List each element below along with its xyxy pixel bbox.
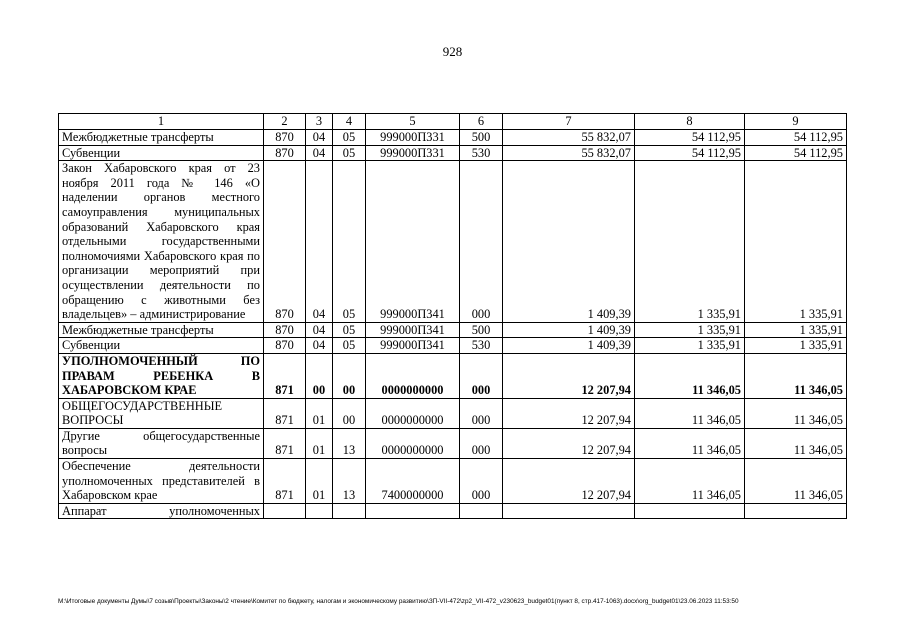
cell-col8: 1 335,91 bbox=[635, 338, 745, 354]
cell-col4: 05 bbox=[333, 130, 366, 146]
cell-col4 bbox=[333, 503, 366, 519]
cell-col2: 870 bbox=[264, 322, 306, 338]
cell-col8: 1 335,91 bbox=[635, 322, 745, 338]
cell-col8: 54 112,95 bbox=[635, 145, 745, 161]
cell-col5: 999000П341 bbox=[366, 338, 460, 354]
cell-col6: 000 bbox=[460, 459, 503, 504]
cell-col9 bbox=[745, 503, 847, 519]
cell-col9: 1 335,91 bbox=[745, 161, 847, 323]
table-row bbox=[59, 353, 847, 398]
cell-col4: 05 bbox=[333, 322, 366, 338]
cell-col3: 01 bbox=[306, 459, 333, 504]
header-cell: 4 bbox=[333, 114, 366, 130]
header-cell: 8 bbox=[635, 114, 745, 130]
cell-col2: 871 bbox=[264, 353, 306, 398]
page-number: 928 bbox=[442, 44, 463, 59]
header-cell: 9 bbox=[745, 114, 847, 130]
cell-col8: 11 346,05 bbox=[635, 459, 745, 504]
row-name: УПОЛНОМОЧЕННЫЙ ПО ПРАВАМ РЕБЕНКА В ХАБАРОВСКОМ КРАЕ bbox=[59, 353, 264, 398]
cell-col6: 500 bbox=[460, 322, 503, 338]
cell-col4: 05 bbox=[333, 145, 366, 161]
cell-col7: 55 832,07 bbox=[503, 130, 635, 146]
cell-col8: 11 346,05 bbox=[635, 353, 745, 398]
cell-col8 bbox=[635, 503, 745, 519]
cell-col5: 0000000000 bbox=[366, 428, 460, 458]
cell-col3: 01 bbox=[306, 398, 333, 428]
cell-col7: 12 207,94 bbox=[503, 459, 635, 504]
cell-col6: 530 bbox=[460, 338, 503, 354]
cell-col3: 04 bbox=[306, 322, 333, 338]
cell-col3: 00 bbox=[306, 353, 333, 398]
table-row bbox=[59, 322, 847, 338]
cell-col7: 1 409,39 bbox=[503, 322, 635, 338]
cell-col7: 12 207,94 bbox=[503, 353, 635, 398]
cell-col4: 00 bbox=[333, 353, 366, 398]
cell-col9: 54 112,95 bbox=[745, 130, 847, 146]
cell-col3: 04 bbox=[306, 145, 333, 161]
cell-col9: 11 346,05 bbox=[745, 353, 847, 398]
row-name: Аппарат уполномоченных bbox=[59, 503, 264, 519]
cell-col5: 999000П331 bbox=[366, 130, 460, 146]
cell-col2 bbox=[264, 503, 306, 519]
header-cell: 3 bbox=[306, 114, 333, 130]
cell-col4: 05 bbox=[333, 161, 366, 323]
cell-col7: 12 207,94 bbox=[503, 428, 635, 458]
table-row bbox=[59, 130, 847, 146]
cell-col7 bbox=[503, 503, 635, 519]
cell-col4: 05 bbox=[333, 338, 366, 354]
cell-col3: 04 bbox=[306, 338, 333, 354]
header-cell: 7 bbox=[503, 114, 635, 130]
table-row bbox=[59, 161, 847, 323]
header-cell: 2 bbox=[264, 114, 306, 130]
cell-col4: 00 bbox=[333, 398, 366, 428]
cell-col9: 11 346,05 bbox=[745, 398, 847, 428]
row-name: Другие общегосударственные вопросы bbox=[59, 428, 264, 458]
cell-col6: 000 bbox=[460, 161, 503, 323]
cell-col2: 871 bbox=[264, 398, 306, 428]
cell-col9: 11 346,05 bbox=[745, 428, 847, 458]
cell-col6: 530 bbox=[460, 145, 503, 161]
cell-col3: 01 bbox=[306, 428, 333, 458]
row-name: Межбюджетные трансферты bbox=[59, 130, 264, 146]
cell-col3: 04 bbox=[306, 161, 333, 323]
row-name: Субвенции bbox=[59, 338, 264, 354]
cell-col4: 13 bbox=[333, 428, 366, 458]
cell-col2: 870 bbox=[264, 338, 306, 354]
cell-col5 bbox=[366, 503, 460, 519]
cell-col7: 1 409,39 bbox=[503, 161, 635, 323]
row-name: Субвенции bbox=[59, 145, 264, 161]
cell-col4: 13 bbox=[333, 459, 366, 504]
cell-col8: 54 112,95 bbox=[635, 130, 745, 146]
table-row bbox=[59, 398, 847, 428]
cell-col6: 000 bbox=[460, 428, 503, 458]
cell-col3: 04 bbox=[306, 130, 333, 146]
cell-col2: 871 bbox=[264, 459, 306, 504]
cell-col6: 000 bbox=[460, 398, 503, 428]
cell-col5: 999000П341 bbox=[366, 161, 460, 323]
cell-col5: 999000П341 bbox=[366, 322, 460, 338]
table-row bbox=[59, 503, 847, 519]
table-row bbox=[59, 145, 847, 161]
cell-col5: 999000П331 bbox=[366, 145, 460, 161]
cell-col2: 870 bbox=[264, 145, 306, 161]
cell-col8: 11 346,05 bbox=[635, 428, 745, 458]
cell-col5: 0000000000 bbox=[366, 353, 460, 398]
cell-col8: 1 335,91 bbox=[635, 161, 745, 323]
cell-col6 bbox=[460, 503, 503, 519]
cell-col2: 870 bbox=[264, 130, 306, 146]
cell-col2: 870 bbox=[264, 161, 306, 323]
cell-col7: 55 832,07 bbox=[503, 145, 635, 161]
table-row bbox=[59, 459, 847, 504]
row-name: Обеспечение деятельности уполномоченных представителей в Хабаровском крае bbox=[59, 459, 264, 504]
cell-col7: 12 207,94 bbox=[503, 398, 635, 428]
header-cell: 6 bbox=[460, 114, 503, 130]
cell-col7: 1 409,39 bbox=[503, 338, 635, 354]
cell-col9: 1 335,91 bbox=[745, 338, 847, 354]
row-name: Закон Хабаровского края от 23 ноября 2011 года № 146 «О наделении органов местного самоуправления муниципальных образований Хабаровского края отдельными государственными полномочиями Хабаровского края по организации мероприятий при осуществлении деятельности по обращению с животными без владельцев» – администрирование bbox=[59, 161, 264, 323]
cell-col9: 1 335,91 bbox=[745, 322, 847, 338]
row-name: ОБЩЕГОСУДАРСТВЕННЫЕ ВОПРОСЫ bbox=[59, 398, 264, 428]
cell-col8: 11 346,05 bbox=[635, 398, 745, 428]
cell-col5: 0000000000 bbox=[366, 398, 460, 428]
row-name: Межбюджетные трансферты bbox=[59, 322, 264, 338]
header-cell: 5 bbox=[366, 114, 460, 130]
header-cell: 1 bbox=[59, 114, 264, 130]
cell-col5: 7400000000 bbox=[366, 459, 460, 504]
cell-col9: 11 346,05 bbox=[745, 459, 847, 504]
cell-col6: 500 bbox=[460, 130, 503, 146]
file-path-footer: M:\Итоговые документы Думы\7 созыв\Проекты\Законы\2 чтение\Комитет по бюджету, налогам и экономическому развитию\ЗП-VII-472\zp2_VII-472_v230623_budget01(пункт 8, стр.417-1063).docx\org_budget01\23.06.2023 11:53:50 bbox=[58, 598, 739, 605]
table-row bbox=[59, 428, 847, 458]
cell-col3 bbox=[306, 503, 333, 519]
cell-col6: 000 bbox=[460, 353, 503, 398]
table-row bbox=[59, 338, 847, 354]
cell-col9: 54 112,95 bbox=[745, 145, 847, 161]
table-header-row bbox=[59, 114, 847, 130]
cell-col2: 871 bbox=[264, 428, 306, 458]
budget-table bbox=[58, 113, 847, 519]
